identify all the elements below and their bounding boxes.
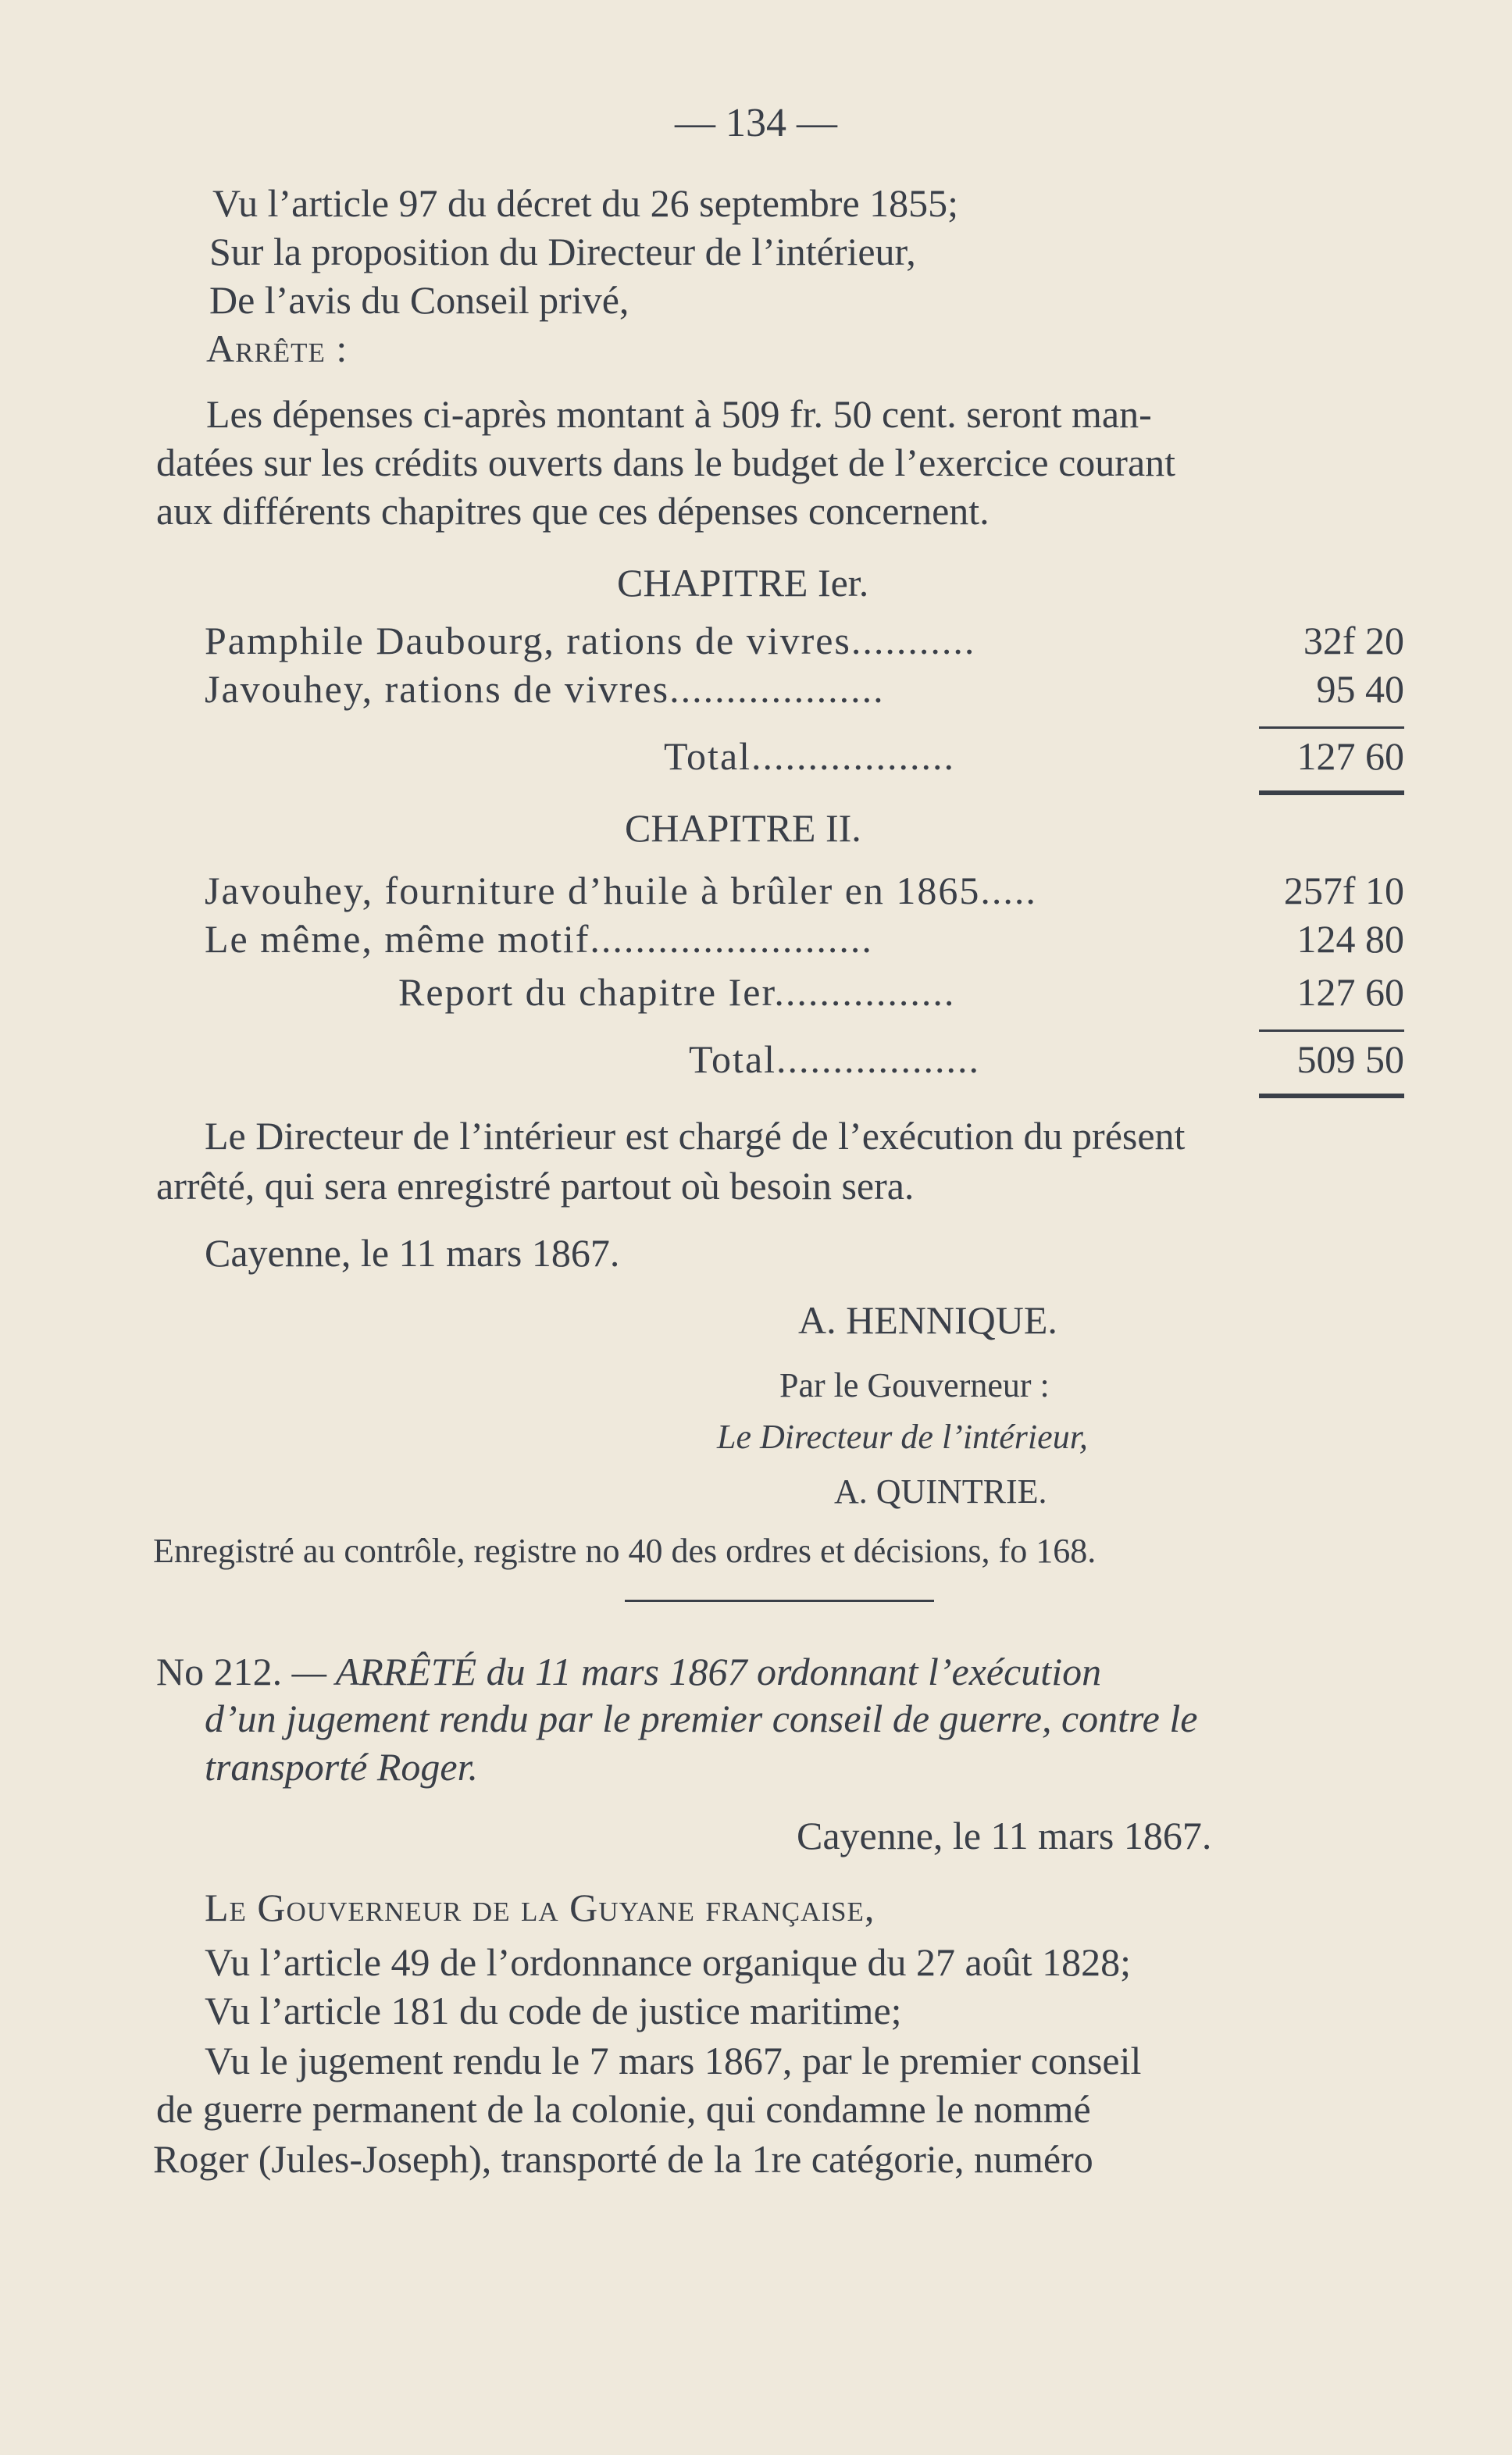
expense-row <box>205 617 1404 664</box>
expense-amount: 257f 10 <box>1283 869 1404 912</box>
text-line: Roger (Jules-Joseph), transporté de la 1re catégorie, numéro <box>153 2137 1093 2181</box>
total-label: Total.................. <box>689 1037 981 1081</box>
decree-title-line: transporté Roger. <box>205 1745 478 1789</box>
total-label: Total.................. <box>664 734 956 778</box>
total-amount: 509 50 <box>1296 1037 1404 1081</box>
text-line: Vu l’article 97 du décret du 26 septembre 1855; <box>212 181 959 225</box>
text-line: datées sur les crédits ouverts dans le budget de l’exercice courant <box>156 441 1176 484</box>
decree-title: — ARRÊTÉ du 11 mars 1867 ordonnant l’exécution <box>291 1650 1102 1693</box>
chapter-title: CHAPITRE II. <box>625 806 861 850</box>
total-amount: 127 60 <box>1296 734 1404 778</box>
signature-director: A. QUINTRIE. <box>834 1472 1047 1511</box>
text-line: arrêté, qui sera enregistré partout où besoin sera. <box>156 1164 915 1208</box>
place-date: Cayenne, le 11 mars 1867. <box>797 1814 1212 1857</box>
expense-amount: 95 40 <box>1316 667 1404 711</box>
signature-governor: A. HENNIQUE. <box>798 1298 1057 1342</box>
text-line: De l’avis du Conseil privé, <box>209 278 629 322</box>
place-date: Cayenne, le 11 mars 1867. <box>205 1231 620 1275</box>
decree-title-line: d’un jugement rendu par le premier conseil de guerre, contre le <box>205 1697 1198 1740</box>
section-divider <box>625 1600 934 1602</box>
expense-row <box>205 867 1404 914</box>
text-line: aux différents chapitres que ces dépenses concernent. <box>156 489 990 533</box>
expense-row <box>205 665 1404 712</box>
chapter-title: CHAPITRE Ier. <box>617 561 869 605</box>
decree-heading: Arrête : <box>206 327 348 370</box>
text-line: Vu le jugement rendu le 7 mars 1867, par le premier conseil <box>205 2039 1142 2082</box>
text-line: Vu l’article 181 du code de justice maritime; <box>205 1989 902 2032</box>
report-row <box>205 969 1404 1015</box>
expense-label: Javouhey, fourniture d’huile à brûler en 1865..... <box>205 869 1037 912</box>
sum-rule <box>1259 1029 1404 1032</box>
text-line: Le Directeur de l’intérieur est chargé de l’exécution du présent <box>205 1114 1186 1158</box>
expense-amount: 32f 20 <box>1303 619 1404 662</box>
text-line: de guerre permanent de la colonie, qui condamne le nommé <box>156 2087 1091 2131</box>
signature-line: Par le Gouverneur : <box>779 1366 1050 1404</box>
expense-label: Le même, même motif......................... <box>205 917 873 961</box>
signature-line: Le Directeur de l’intérieur, <box>717 1418 1088 1456</box>
total-row <box>205 733 1404 780</box>
expense-label: Pamphile Daubourg, rations de vivres........... <box>205 619 976 662</box>
total-rule <box>1259 1094 1404 1098</box>
total-rule <box>1259 790 1404 795</box>
text-line <box>205 1884 875 1931</box>
report-label: Report du chapitre Ier................ <box>398 970 956 1014</box>
decree-heading <box>156 1648 1101 1695</box>
expense-row <box>205 915 1404 962</box>
expense-label: Javouhey, rations de vivres................... <box>205 667 885 711</box>
text-line: Sur la proposition du Directeur de l’intérieur, <box>209 230 916 273</box>
expense-amount: 124 80 <box>1296 917 1404 961</box>
decree-number: No 212. <box>156 1650 283 1693</box>
total-row <box>205 1036 1404 1083</box>
report-amount: 127 60 <box>1296 970 1404 1014</box>
governor-title: Le Gouverneur de la Guyane française, <box>205 1886 875 1929</box>
text-line: Vu l’article 49 de l’ordonnance organique du 27 août 1828; <box>205 1940 1132 1984</box>
page-number: — 134 — <box>675 101 837 145</box>
registration-note: Enregistré au contrôle, registre no 40 des ordres et décisions, fo 168. <box>153 1532 1097 1570</box>
sum-rule <box>1259 726 1404 729</box>
text-line: Les dépenses ci-après montant à 509 fr. 50 cent. seront man- <box>206 392 1152 436</box>
